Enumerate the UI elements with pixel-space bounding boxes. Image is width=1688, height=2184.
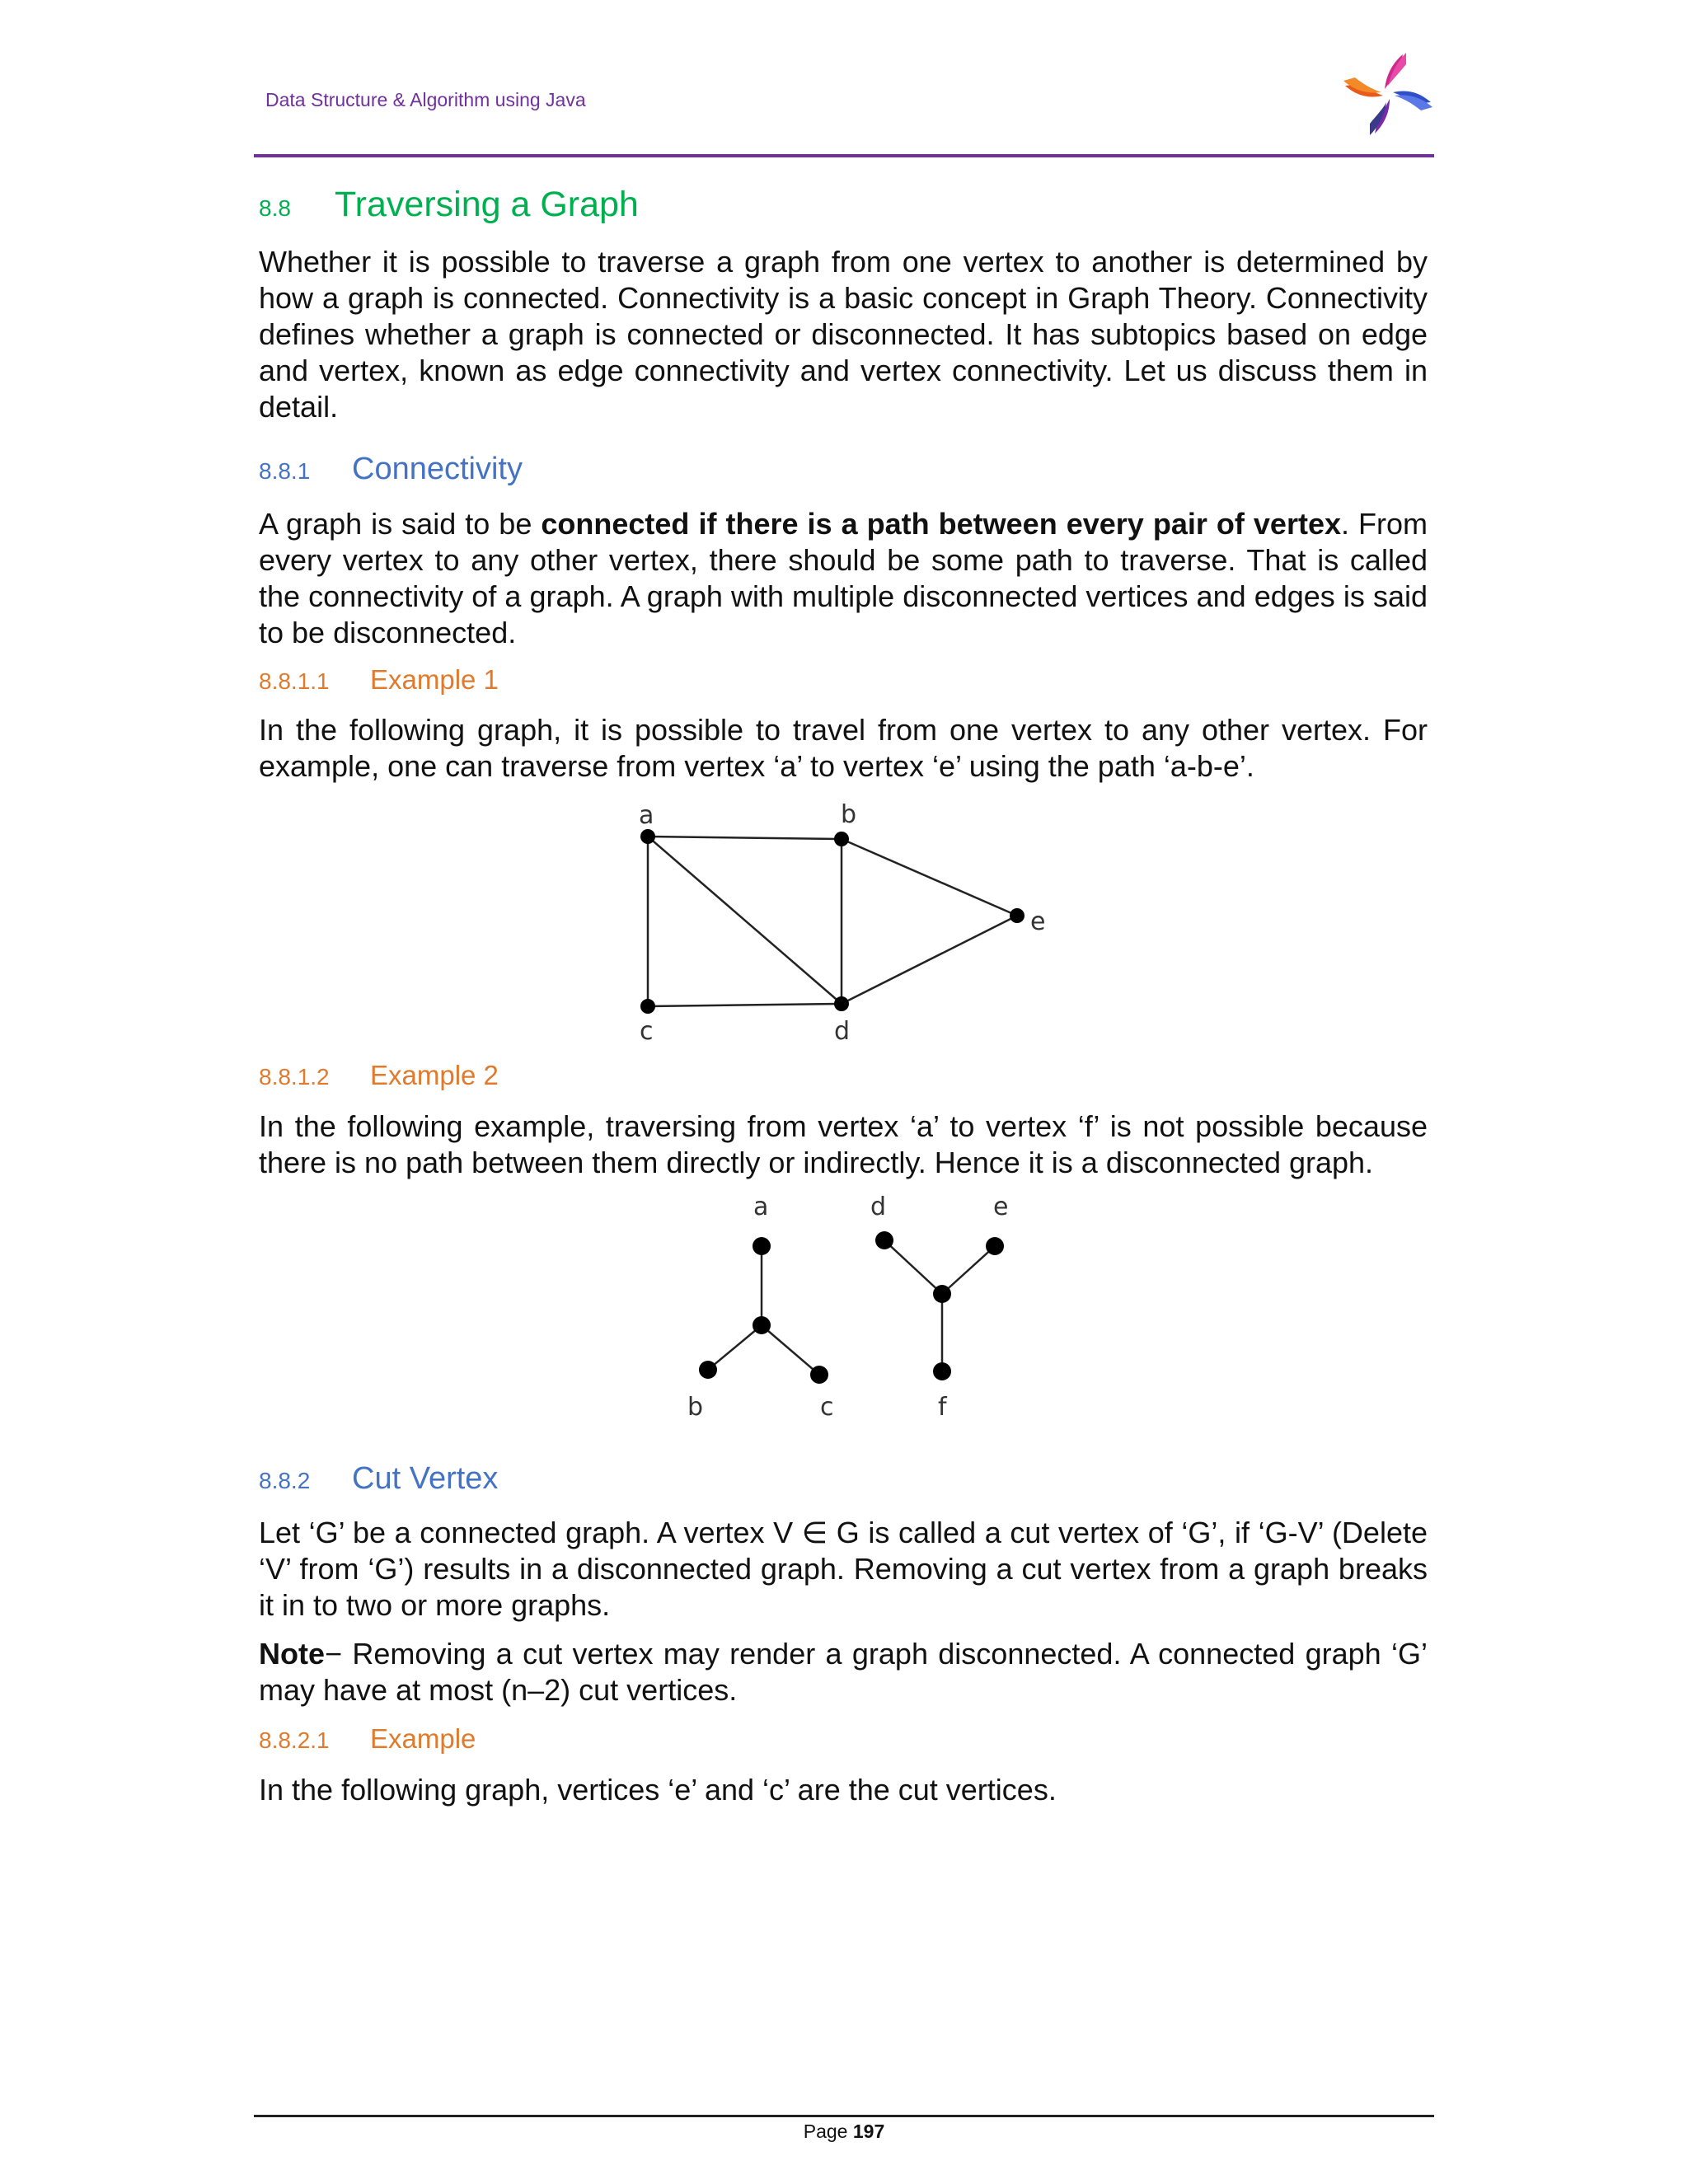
cut-example-number: 8.8.2.1 — [259, 1727, 330, 1753]
edge-b-hub1 — [708, 1325, 762, 1370]
edge-c-hub1 — [762, 1325, 819, 1375]
edge-e-hub2 — [942, 1246, 995, 1294]
section-number: 8.8 — [259, 195, 291, 221]
edge-b-e — [842, 839, 1017, 916]
vertex-hub-1 — [753, 1316, 771, 1334]
vertex-label-a: a — [753, 1193, 769, 1221]
connectivity-title: Connectivity — [352, 452, 523, 486]
connectivity-definition-bold: connected if there is a path between every pair of vertex — [541, 507, 1341, 541]
example2-paragraph: In the following example, traversing from vertex ‘a’ to vertex ‘f’ is not possible because there is no path between them directly or indirectly. Hence it is a disconnected graph. — [259, 1109, 1428, 1179]
vertex-a — [753, 1237, 771, 1255]
running-header-title: Data Structure & Algorithm using Java — [265, 89, 586, 110]
pinwheel-logo-icon — [1342, 51, 1434, 137]
section-heading — [259, 185, 1428, 225]
disconnected-graph-vertices — [699, 1231, 1004, 1384]
vertex-label-d: d — [834, 1017, 851, 1046]
cut-vertex-number: 8.8.2 — [259, 1468, 311, 1493]
cut-example-title: Example — [370, 1723, 476, 1754]
cut-vertex-title: Cut Vertex — [352, 1461, 499, 1496]
vertex-label-c: c — [640, 1017, 654, 1046]
connectivity-para-suffix: . From every vertex to any other vertex, there should be some path to traverse. That is called the connectivity of a graph. A graph with multiple disconnected vertices and edges is said to be disconnected. — [259, 507, 1428, 649]
disconnected-graph-figure — [659, 1187, 1039, 1438]
example1-title: Example 1 — [370, 664, 499, 695]
example2-heading — [259, 1060, 1428, 1091]
vertex-d — [834, 996, 849, 1011]
vertex-label-b: b — [841, 800, 857, 829]
vertex-c — [810, 1366, 828, 1384]
note-text: − Removing a cut vertex may render a graph disconnected. A connected graph ‘G’ may have at most (n–2) cut vertices. — [259, 1637, 1428, 1707]
footer-rule — [254, 2115, 1434, 2117]
edge-d-e — [842, 916, 1017, 1004]
vertex-label-d: d — [870, 1193, 887, 1221]
example1-heading — [259, 664, 1428, 696]
vertex-label-a: a — [639, 801, 654, 830]
connected-graph-vertices — [640, 829, 1025, 1014]
example1-number: 8.8.1.1 — [259, 668, 330, 694]
page-number: 197 — [852, 2121, 885, 2142]
header-rule — [254, 154, 1434, 157]
connectivity-heading — [259, 452, 1428, 487]
edge-d-hub2 — [884, 1240, 942, 1294]
connectivity-para-prefix: A graph is said to be — [259, 507, 542, 541]
vertex-label-e: e — [1030, 907, 1046, 936]
page-footer — [0, 2121, 1688, 2143]
cut-example-heading — [259, 1723, 1428, 1755]
cut-vertex-paragraph: Let ‘G’ be a connected graph. A vertex V ∈ G is called a cut vertex of ‘G’, if ‘G-V’ (Delete ‘V’ from ‘G’) results in a disconnected graph. Removing a cut vertex from a graph breaks it in to two or more graphs. — [259, 1516, 1428, 1622]
example2-title: Example 2 — [370, 1060, 499, 1090]
vertex-label-e: e — [993, 1193, 1009, 1221]
vertex-hub-2 — [933, 1285, 951, 1303]
example2-number: 8.8.1.2 — [259, 1064, 330, 1090]
vertex-f — [933, 1362, 951, 1380]
connected-graph-figure — [610, 791, 1071, 1059]
vertex-a — [640, 829, 655, 844]
connected-graph — [610, 791, 1071, 1055]
vertex-label-f: f — [938, 1393, 947, 1422]
vertex-e — [1010, 908, 1025, 923]
cut-vertex-heading — [259, 1461, 1428, 1497]
note-label: Note — [259, 1637, 325, 1671]
vertex-b — [699, 1361, 717, 1379]
connected-graph-edges — [648, 837, 1017, 1006]
example1-paragraph: In the following graph, it is possible to travel from one vertex to any other vertex. For example, one can traverse from vertex ‘a’ to vertex ‘e’ using the path ‘a-b-e’. — [259, 713, 1428, 783]
disconnected-graph — [659, 1187, 1039, 1434]
vertex-d — [875, 1231, 893, 1249]
section-intro-paragraph: Whether it is possible to traverse a graph from one vertex to another is determined by how a graph is connected. Connectivity is a basic concept in Graph Theory. Connectivity defines whether a graph is connected or disconnected. It has subtopics based on edge and vertex, known as edge connectivity and vertex connectivity. Let us discuss them in detail. — [259, 245, 1428, 424]
vertex-c — [640, 999, 655, 1014]
page-label: Page — [803, 2121, 848, 2142]
edge-c-d — [648, 1004, 842, 1006]
vertex-label-c: c — [820, 1393, 834, 1422]
disconnected-graph-edges — [708, 1240, 995, 1375]
section-title: Traversing a Graph — [335, 185, 639, 224]
cut-example-paragraph: In the following graph, vertices ‘e’ and ‘c’ are the cut vertices. — [259, 1773, 1057, 1807]
edge-a-d — [648, 837, 842, 1004]
vertex-e — [986, 1237, 1004, 1255]
vertex-b — [834, 832, 849, 846]
connectivity-number: 8.8.1 — [259, 458, 311, 484]
edge-a-b — [648, 837, 842, 839]
connectivity-paragraph — [259, 506, 1428, 651]
vertex-label-b: b — [687, 1393, 704, 1422]
note-paragraph — [259, 1636, 1428, 1708]
